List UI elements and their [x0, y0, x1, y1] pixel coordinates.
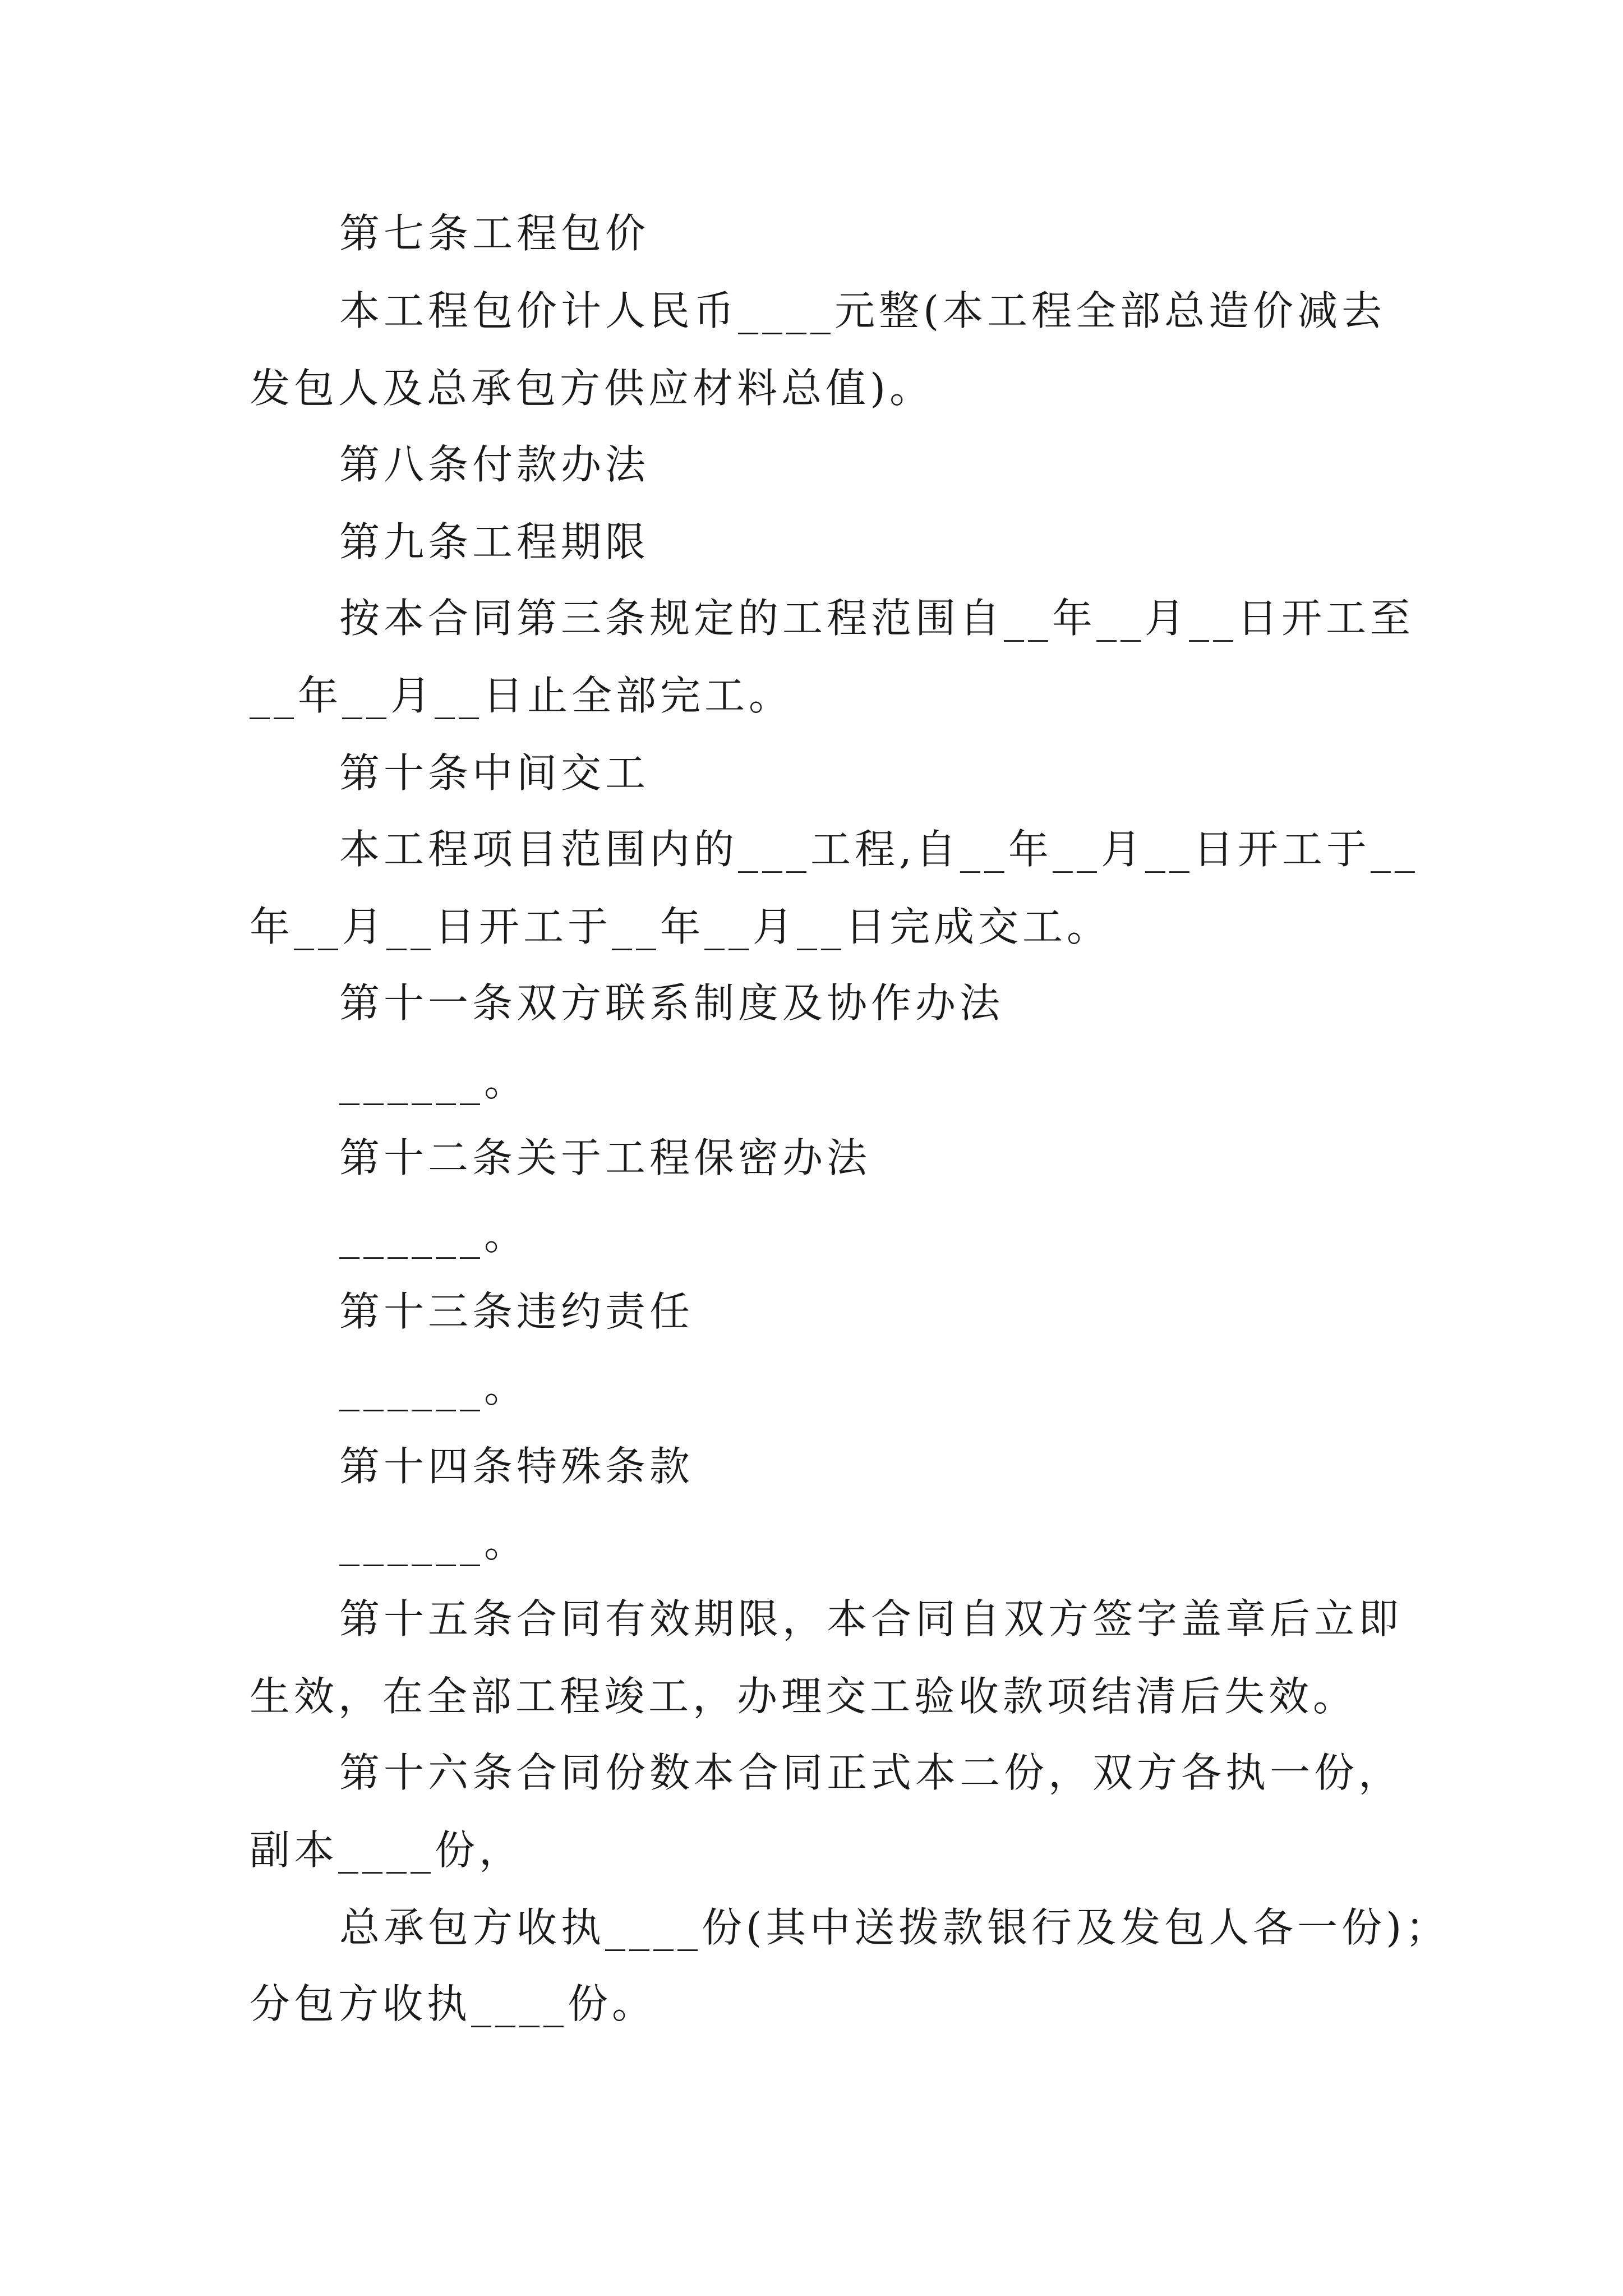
article-16-text-line-4: 分包方收执____份。: [250, 1980, 657, 2027]
article-12-heading: 第十二条关于工程保密办法: [339, 1134, 872, 1181]
article-10-text-line-2: 年__月__日开工于__年__月__日完成交工。: [250, 903, 1112, 950]
article-7-text-line-1: 本工程包价计人民币____元整(本工程全部总造价减去: [339, 287, 1386, 334]
article-9-heading: 第九条工程期限: [339, 518, 650, 565]
article-7-text-line-2: 发包人及总承包方供应材料总值)。: [250, 365, 934, 412]
article-13-heading: 第十三条违约责任: [339, 1288, 694, 1335]
article-14-blank: ______。: [339, 1519, 529, 1566]
article-8-heading: 第八条付款办法: [339, 441, 650, 488]
article-16-text-line-2: 副本____份，: [250, 1826, 524, 1874]
article-12-blank: ______。: [339, 1212, 529, 1259]
article-9-text-line-2: __年__月__日止全部完工。: [250, 672, 794, 719]
article-13-blank: ______。: [339, 1364, 529, 1411]
article-7-heading: 第七条工程包价: [339, 210, 650, 257]
article-10-heading: 第十条中间交工: [339, 749, 650, 797]
article-14-heading: 第十四条特殊条款: [339, 1443, 694, 1490]
article-9-text-line-1: 按本合同第三条规定的工程范围自__年__月__日开工至: [339, 595, 1415, 642]
article-10-text-line-1: 本工程项目范围内的___工程,自__年__月__日开工于__: [339, 826, 1419, 873]
article-15-text-line-1: 第十五条合同有效期限，本合同自双方签字盖章后立即: [339, 1595, 1403, 1642]
article-15-text-line-2: 生效，在全部工程竣工，办理交工验收款项结清后失效。: [250, 1673, 1358, 1720]
article-11-blank: ______。: [339, 1058, 529, 1105]
article-16-text-line-3: 总承包方收执____份(其中送拨款银行及发包人各一份)；: [339, 1904, 1450, 1951]
article-11-heading: 第十一条双方联系制度及协作办法: [339, 979, 1004, 1027]
article-16-text-line-1: 第十六条合同份数本合同正式本二份，双方各执一份，: [339, 1749, 1403, 1796]
